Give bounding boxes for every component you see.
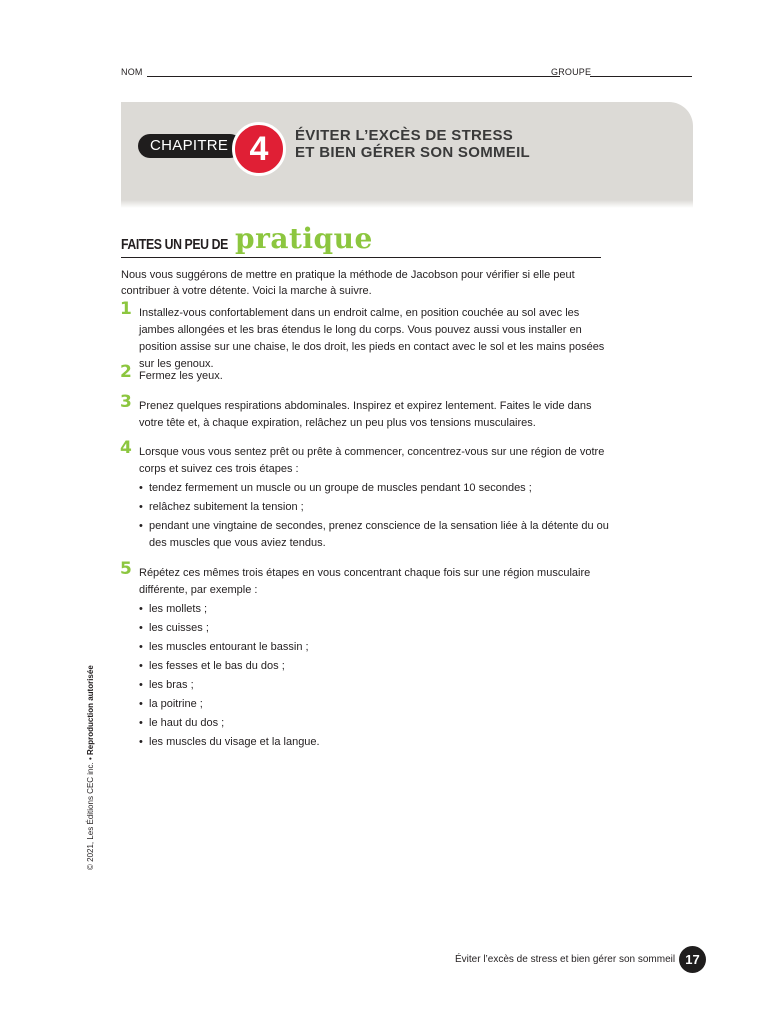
nom-field-line[interactable] [147, 76, 560, 77]
section-heading [121, 222, 601, 260]
list-item: • les muscles entourant le bassin ; [139, 639, 610, 656]
intro-paragraph: Nous vous suggérons de mettre en pratique la méthode de Jacobson pour vérifier si elle peut contribuer à votre détente. Voici la marche à suivre. [121, 269, 575, 297]
chapter-title [295, 127, 675, 161]
step-1 [120, 299, 610, 373]
step-3 [120, 392, 610, 432]
section-heading-highlight: pratique [235, 222, 373, 255]
chapter-title-line1: ÉVITER L’EXCÈS DE STRESS [295, 127, 514, 144]
list-item: • relâchez subitement la tension ; [139, 499, 610, 516]
list-item: • les muscles du visage et la langue. [139, 734, 610, 751]
chapter-banner-fade [121, 200, 693, 208]
step-text: Fermez les yeux. [139, 370, 223, 382]
chapter-title-line2: ET BIEN GÉRER SON SOMMEIL [295, 144, 531, 161]
bullet-icon: • [139, 482, 143, 494]
copyright-notice [86, 665, 95, 870]
list-item: • les cuisses ; [139, 620, 610, 637]
bullet-icon: • [139, 736, 143, 748]
step-2 [120, 362, 610, 385]
step-number: 2 [120, 362, 132, 382]
bullet-icon: • [139, 520, 143, 532]
list-item: • les fesses et le bas du dos ; [139, 658, 610, 675]
list-item: • tendez fermement un muscle ou un groupe de muscles pendant 10 secondes ; [139, 480, 610, 497]
list-item: • la poitrine ; [139, 696, 610, 713]
name-group-row [121, 66, 693, 80]
step-4 [120, 438, 610, 554]
bullet-icon: • [139, 641, 143, 653]
running-footer-title: Éviter l’excès de stress et bien gérer son sommeil [455, 954, 676, 965]
step-text: Prenez quelques respirations abdominales. Inspirez et expirez lentement. Faites le vide dans votre tête et, à chaque expiration, relâchez un peu plus vos tensions musculaires. [139, 400, 592, 429]
chapter-label-pill: CHAPITRE [138, 134, 242, 158]
section-heading-prefix: FAITES UN PEU DE [121, 236, 228, 253]
step-4-bullet-list [139, 480, 610, 552]
list-item: • pendant une vingtaine de secondes, prenez conscience de la sensation liée à la détente du ou des muscles que vous aviez tendus. [139, 520, 609, 549]
step-text: Installez-vous confortablement dans un endroit calme, en position couchée au sol avec les jambes allongées et les bras étendus le long du corps. Vous pouvez aussi vous installer en position assise sur une chaise, le dos droit, les pieds en contact avec le sol et les mains posées sur les genoux. [139, 307, 605, 370]
page-number-badge: 17 [679, 946, 706, 973]
bullet-icon: • [139, 660, 143, 672]
step-5 [120, 559, 610, 753]
chapter-number-badge: 4 [232, 122, 286, 176]
bullet-icon: • [139, 603, 143, 615]
step-number: 5 [120, 559, 132, 579]
bullet-icon: • [139, 622, 143, 634]
heading-divider [121, 257, 601, 258]
groupe-label: GROUPE [551, 67, 592, 77]
step-number: 1 [120, 299, 132, 319]
reproduction-notice: Reproduction autorisée [86, 665, 95, 756]
bullet-icon: • [139, 679, 143, 691]
bullet-icon: • [139, 717, 143, 729]
copyright-text: © 2021, Les Éditions CEC inc. • [86, 757, 95, 870]
nom-label: NOM [121, 67, 143, 77]
step-number: 4 [120, 438, 132, 458]
list-item: • le haut du dos ; [139, 715, 610, 732]
bullet-icon: • [139, 698, 143, 710]
groupe-field-line[interactable] [590, 76, 692, 77]
step-number: 3 [120, 392, 132, 412]
list-item: • les mollets ; [139, 601, 610, 618]
bullet-icon: • [139, 501, 143, 513]
list-item: • les bras ; [139, 677, 610, 694]
step-text: Lorsque vous vous sentez prêt ou prête à commencer, concentrez-vous sur une région de votre corps et suivez ces trois étapes : [139, 446, 605, 475]
step-5-bullet-list [139, 601, 610, 751]
step-text: Répétez ces mêmes trois étapes en vous concentrant chaque fois sur une région musculaire différente, par exemple : [139, 567, 591, 596]
